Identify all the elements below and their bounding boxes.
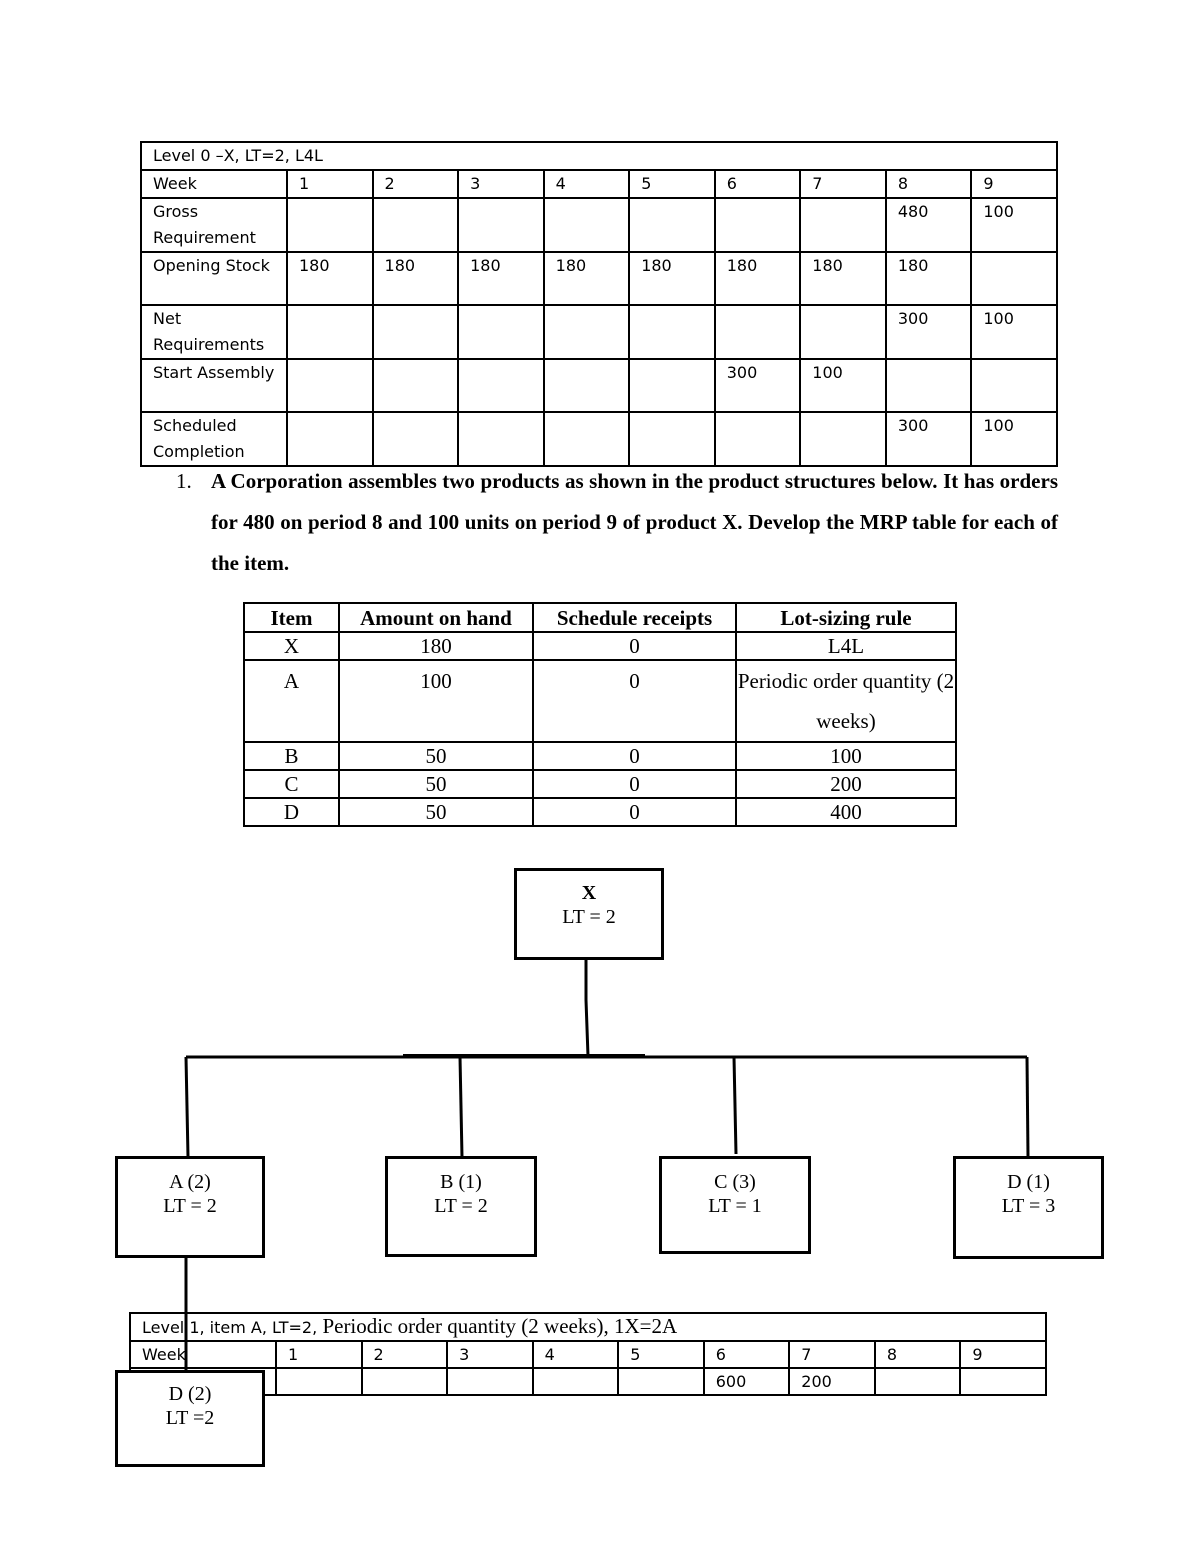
connector-root-down: [586, 959, 588, 1056]
mrp-x-title: Level 0 –X, LT=2, L4L: [141, 142, 1057, 170]
cell: 50: [339, 798, 533, 826]
cell: 0: [533, 798, 736, 826]
question-number: 1.: [176, 469, 192, 493]
mrp-x-week: 3: [458, 170, 544, 198]
cell: [960, 1368, 1046, 1395]
row-label: Gross Requirement: [141, 198, 287, 252]
cell: [533, 1368, 619, 1395]
mrp-x-week: 5: [629, 170, 715, 198]
mrp-a-week: 6: [704, 1341, 790, 1368]
node-c: [659, 1156, 811, 1254]
node-x-lt: LT = 2: [562, 906, 616, 928]
cell: 180: [544, 252, 630, 305]
mrp-a-week: 2: [362, 1341, 448, 1368]
cell: X: [244, 632, 339, 660]
cell: C: [244, 770, 339, 798]
cell: [276, 1368, 362, 1395]
cell: 200: [789, 1368, 875, 1395]
node-d: [953, 1156, 1104, 1259]
cell: L4L: [736, 632, 956, 660]
node-b: [385, 1156, 537, 1257]
cell: Periodic order quantity (2 weeks): [736, 660, 956, 742]
cell: 180: [629, 252, 715, 305]
node-c-lt: LT = 1: [708, 1195, 762, 1217]
question-text: A Corporation assembles two products as shown in the product structures below. It has orders for 480 on period 8 and 100 units on period 9 of product X. Develop the MRP table for each of the item.: [211, 469, 1058, 575]
cell: 0: [533, 770, 736, 798]
cell: 180: [715, 252, 801, 305]
row-label: Scheduled Completion: [141, 412, 287, 466]
cell: 100: [971, 305, 1057, 359]
cell: 180: [886, 252, 972, 305]
cell: 100: [339, 660, 533, 742]
cell: 50: [339, 742, 533, 770]
cell: [618, 1368, 704, 1395]
cell: [447, 1368, 533, 1395]
mrp-x-week: 9: [971, 170, 1057, 198]
connector-to-d: [1027, 1057, 1028, 1157]
row-label: Opening Stock: [141, 252, 287, 305]
node-x: [514, 868, 664, 960]
cell: 100: [971, 412, 1057, 466]
node-a: [115, 1156, 265, 1258]
node-d2: [115, 1370, 265, 1467]
header-lot-sizing: Lot-sizing rule: [736, 603, 956, 632]
cell: 180: [339, 632, 533, 660]
cell: A: [244, 660, 339, 742]
connector-to-a: [186, 1057, 188, 1157]
mrp-a-week: 3: [447, 1341, 533, 1368]
cell: 100: [736, 742, 956, 770]
mrp-a-title: [130, 1313, 1046, 1341]
row-label: Start Assembly: [141, 359, 287, 412]
mrp-x-week: 2: [373, 170, 459, 198]
mrp-a-week: 5: [618, 1341, 704, 1368]
node-d2-lt: LT =2: [165, 1407, 215, 1429]
cell: [362, 1368, 448, 1395]
cell: 50: [339, 770, 533, 798]
mrp-x-week: 4: [544, 170, 630, 198]
mrp-a-title-serif: Periodic order quantity (2 weeks), 1X=2A: [317, 1314, 678, 1338]
node-b-lt: LT = 2: [434, 1195, 488, 1217]
cell: 480: [886, 198, 972, 252]
header-receipts: Schedule receipts: [533, 603, 736, 632]
mrp-table-a: [129, 1312, 1047, 1396]
cell: 0: [533, 660, 736, 742]
cell: 180: [287, 252, 373, 305]
mrp-a-week: 1: [276, 1341, 362, 1368]
mrp-x-week: 1: [287, 170, 373, 198]
row-label: Net Requirements: [141, 305, 287, 359]
cell: 400: [736, 798, 956, 826]
node-d2-name: D (2): [168, 1383, 212, 1405]
mrp-a-week: 9: [960, 1341, 1046, 1368]
header-amount: Amount on hand: [339, 603, 533, 632]
mrp-a-week: 7: [789, 1341, 875, 1368]
cell: 180: [458, 252, 544, 305]
cell: 180: [800, 252, 886, 305]
node-x-name: X: [581, 882, 597, 904]
cell: 300: [715, 359, 801, 412]
mrp-x-week: 7: [800, 170, 886, 198]
cell: 200: [736, 770, 956, 798]
node-a-lt: LT = 2: [163, 1195, 217, 1217]
node-b-name: B (1): [440, 1171, 482, 1193]
cell: B: [244, 742, 339, 770]
cell: 0: [533, 742, 736, 770]
cell: 600: [704, 1368, 790, 1395]
cell: 180: [373, 252, 459, 305]
cell: D: [244, 798, 339, 826]
mrp-a-week: 4: [533, 1341, 619, 1368]
cell: 100: [971, 198, 1057, 252]
header-item: Item: [244, 603, 339, 632]
mrp-a-title-sans: Level 1, item A, LT=2,: [142, 1318, 318, 1337]
connector-to-b: [460, 1057, 462, 1157]
node-d-lt: LT = 3: [1001, 1195, 1056, 1217]
node-c-name: C (3): [714, 1171, 756, 1193]
cell: [875, 1368, 961, 1395]
mrp-x-week: 8: [886, 170, 972, 198]
mrp-a-week-label: Week: [130, 1341, 276, 1368]
mrp-a-week: 8: [875, 1341, 961, 1368]
cell: 100: [800, 359, 886, 412]
mrp-x-week: 6: [715, 170, 801, 198]
connector-to-c: [734, 1057, 736, 1154]
cell: 300: [886, 305, 972, 359]
cell: 300: [886, 412, 972, 466]
node-d-name: D (1): [1007, 1171, 1050, 1193]
mrp-x-week-label: Week: [141, 170, 287, 198]
node-a-name: A (2): [169, 1171, 211, 1193]
cell: 0: [533, 632, 736, 660]
